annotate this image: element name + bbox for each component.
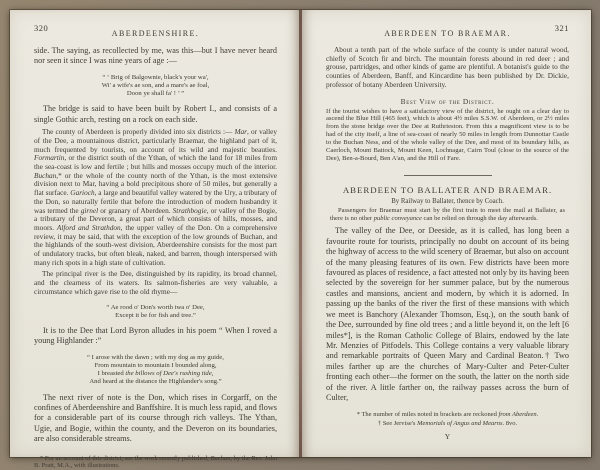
verse-line: “ I arose with the dawn ; with my dog as my guide, (87, 353, 224, 361)
verse-line: Wi' a wife's ae son, and a mare's ae foal, (101, 82, 210, 90)
verse-rhyme (34, 304, 277, 320)
paragraph-view: If the tourist wishes to have a satisfactory view of the district, he ought on a clear day to ascend the Blue Hill (465 feet), which is about 4½ miles S.S.W. of Aberdeen, or 2½ miles from the stone bridge over the Dee at Ruthrieston. From this a magnificent view is to be had of the city itself, a line of sea-coast of nearly 50 miles in length from Dunnottar Castle to the Buchan Ness, and of the whole valley of the Dee, and most of its boundary hills, as Caerloch, Mount Battock, Mount Keen, Lochnagar, Cairn Toul (close to the source of the Dee), Ben-a-Bourd, Ben A'an, and the Hill of Fare. (326, 107, 569, 162)
page-left (10, 10, 299, 470)
page-right (302, 10, 591, 457)
section-subtitle: By Railway to Ballater, thence by Coach. (391, 197, 504, 205)
paragraph-districts: The county of Aberdeen is properly divided into six districts :— Mar, or valley of the Dee, a mountainous district, particularly Braemar, the highland part of it, much frequented by tourists, on account of its wild and majestic beauties. Formartin, or the district south of the Ythan, of which the land for 18 miles from the sea-coast is low and fertile ; but hills and mosses occupy much of the interior. Buchan,* or the whole of the county north of the Ythan, is the most extensive division next to Mar, having a bold precipitous shore of 50 miles, but generally a flat surface. Garioch, a large and beautiful valley watered by the Ury, a tributary of the Don, so naturally fertile that before the introduction of modern husbandry it was termed the girnel or granary of Aberdeen. Strathbogie, or valley of the Bogie, a tributary of the Deveron, a great part of which consists of hills, mosses, and moors. Alford and Strathdon, the upper valley of the Don. On a comprehensive review, it may be said, that with the exception of the low grounds of Buchan, and the highlands of the south-west division, Aberdeenshire consists for the most part of undulatory tracks, but often bleak, naked, and barren, though interspersed with many rich spots in a high state of cultivation. (34, 127, 278, 267)
footnote-buchan: * For an account of this district, see the work recently published, Buchan, by the Rev. John B. Pratt, M.A., with illustrations. (34, 454, 277, 470)
paragraph-bridge: The bridge is said to have been built by Robert I., and consists of a single Gothic arch, resting on a rock on each side. (34, 104, 277, 124)
verse-line: And heard at the distance the Highlander's song.” (89, 378, 222, 386)
running-head-left (34, 23, 277, 38)
verse-line: “ Ae rood o' Don's worth twa o' Dee, (106, 303, 205, 311)
heading-best-view: Best View of the District. (400, 96, 495, 106)
section-title: ABERDEEN TO BALLATER AND BRAEMAR. (342, 184, 553, 195)
running-head-right (326, 23, 569, 38)
verse-line: Doon ye shall fa' ! ’ ” (126, 90, 185, 98)
paragraph-wood: About a tenth part of the whole surface of the county is under natural wood, chiefly of Scotch fir and birch. The mountain forests abound in red deer ; and grouse, partridges, and other kinds of game are plentiful. A botanist's guide to the counties of Aberdeen, Banff, and Kincardine has been published by Dr. Dickie, professor of botany Aberdeen University. (326, 45, 569, 89)
footnote-miles: * The number of miles noted in brackets are reckoned from Aberdeen. (356, 411, 539, 419)
section-note: Passengers for Braemar must start by the first train to meet the mail at Ballater, as there is no other public conveyance can be relied on through the day afterwards. (330, 206, 565, 222)
paragraph-don: The next river of note is the Don, which rises in Corgarff, on the confines of Aberdeenshire and Banffshire. It is much less rapid, and flows for a considerable part of its course through rich valleys. The Ythan, Ugie, and Bogie, within the county, and the Deveron on its boundaries, are also considerable streams. (34, 392, 277, 444)
book-spread (10, 10, 591, 470)
paragraph-byron: It is to the Dee that Lord Byron alludes in his poem “ When I roved a young Highlander :” (34, 326, 277, 346)
footnote-block (326, 411, 569, 429)
footnote-jervise: † See Jervise's Memorials of Angus and Mearns. 8vo. (377, 420, 518, 428)
verse-line: From mountain to mountain I bounded along, (94, 362, 217, 370)
running-title-right: ABERDEEN TO BRAEMAR. (384, 29, 511, 38)
verse-line: Except it be for fish and tree.” (115, 311, 196, 319)
paragraph-saying: side. The saying, as recollected by me, was this—but I have never heard nor seen it since I was nine years of age :— (34, 46, 277, 66)
paragraph-river: The principal river is the Dee, distinguished by its rapidity, its broad channel, and the clearness of its waters. Its salmon-fisheries are very valuable, a circumstance which gave rise to the old rhyme— (34, 269, 277, 296)
page-number-left: 320 (34, 23, 49, 33)
signature-mark: Y (444, 431, 451, 441)
page-number-right: 321 (554, 23, 569, 33)
paragraph-valley: The valley of the Dee, or Deeside, as it is called, has long been a favourite route for tourists, principally no doubt on account of its being the highway of access to the wild scenery of Braemar, but also on account of the many pleasing features of its own. Few districts have been more favoured as places of residence, a fact attested not only by its having been selected by the sovereign for her summer palace, but by the numerous castles and mansions, ancient and modern, by which it is adorned. In passing up the banks of the river the first of these mansions with which we meet is Banchory (Alexander Thomson, Esq.), on the south bank of the Dee, surrounded by fine old trees ; and a little beyond it, on the left [6 miles*], is the Roman Catholic College of Blairs, endowed by the late Mr. Menzies of Pitfodels. This College contains a very valuable library and remarkable portraits of Queen Mary and Cardinal Beaton.† Two miles farther up are the churches of Mary-Culter and Peter-Culter fronting each other—the former on the south, the latter on the north side of the river. A little farther on, the railway passes across the burn of Culter, (326, 226, 569, 402)
running-title-left: ABERDEENSHIRE. (111, 29, 200, 38)
verse-balgownie (34, 74, 277, 99)
verse-line: I breasted the billows of Dee's rushing tide, (97, 370, 214, 378)
section-divider (404, 175, 492, 176)
verse-line: “ ‘ Brig of Balgownie, black's your wa', (102, 73, 209, 81)
verse-byron (34, 354, 277, 387)
